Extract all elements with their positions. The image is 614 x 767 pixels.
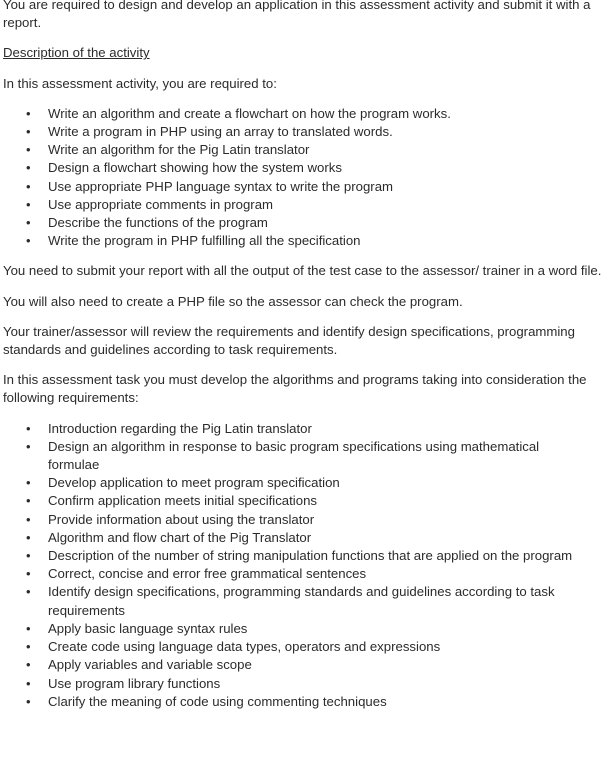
bullet-icon: • bbox=[26, 566, 31, 582]
requirements-list bbox=[3, 420, 603, 711]
list-item: • Describe the functions of the program bbox=[3, 214, 583, 232]
bullet-icon: • bbox=[26, 142, 31, 158]
bullet-icon: • bbox=[26, 215, 31, 231]
list-item: • Create code using language data types, operators and expressions bbox=[3, 638, 583, 656]
intro-paragraph: You are required to design and develop an application in this assessment activity and submit it with a report. bbox=[3, 0, 591, 31]
list-item: • Write an algorithm and create a flowchart on how the program works. bbox=[3, 105, 583, 123]
list-item: • Use program library functions bbox=[3, 675, 583, 693]
bullet-icon: • bbox=[26, 693, 31, 709]
list-item: • Use appropriate comments in program bbox=[3, 196, 583, 214]
requirements-lead: In this assessment task you must develop the algorithms and programs taking into consideration the following requirements: bbox=[3, 372, 587, 406]
list-item: • Design a flowchart showing how the system works bbox=[3, 159, 583, 177]
list-item: • Introduction regarding the Pig Latin translator bbox=[3, 420, 583, 438]
review-paragraph: Your trainer/assessor will review the requirements and identify design specifications, programming standards and guidelines according to task requirements. bbox=[3, 323, 575, 358]
list-item: • Design an algorithm in response to basic program specifications using mathematical formulae bbox=[26, 438, 540, 473]
bullet-icon: • bbox=[26, 639, 31, 655]
list-item: • Write an algorithm for the Pig Latin translator bbox=[3, 141, 583, 159]
section-heading: Description of the activity bbox=[3, 45, 150, 61]
list-item: • Confirm application meets initial specifications bbox=[3, 492, 583, 510]
bullet-icon: • bbox=[26, 160, 31, 176]
bullet-icon: • bbox=[26, 124, 31, 140]
php-file-paragraph: You will also need to create a PHP file so the assessor can check the program. bbox=[3, 293, 463, 309]
activity-lead: In this assessment activity, you are required to: bbox=[3, 75, 277, 91]
bullet-icon: • bbox=[26, 493, 31, 509]
list-item: • Clarify the meaning of code using commenting techniques bbox=[3, 693, 583, 711]
list-item: • Provide information about using the translator bbox=[3, 511, 583, 529]
list-item: • Apply variables and variable scope bbox=[3, 656, 583, 674]
bullet-icon: • bbox=[26, 548, 31, 564]
list-item: • Write a program in PHP using an array to translated words. bbox=[3, 123, 583, 141]
list-item: • Correct, concise and error free grammatical sentences bbox=[3, 565, 583, 583]
list-item: • Apply basic language syntax rules bbox=[3, 620, 583, 638]
bullet-icon: • bbox=[26, 511, 31, 527]
bullet-icon: • bbox=[26, 620, 31, 636]
bullet-icon: • bbox=[26, 105, 31, 121]
activity-list bbox=[3, 105, 603, 251]
bullet-icon: • bbox=[26, 196, 31, 212]
list-item: • Use appropriate PHP language syntax to write the program bbox=[3, 178, 583, 196]
bullet-icon: • bbox=[26, 529, 31, 545]
list-item: • Description of the number of string manipulation functions that are applied on the program bbox=[3, 547, 583, 565]
bullet-icon: • bbox=[26, 420, 31, 436]
list-item: • Develop application to meet program specification bbox=[3, 474, 583, 492]
list-item: • Algorithm and flow chart of the Pig Translator bbox=[3, 529, 583, 547]
bullet-icon: • bbox=[26, 233, 31, 249]
bullet-icon: • bbox=[26, 178, 31, 194]
bullet-icon: • bbox=[26, 438, 31, 454]
list-item: • Write the program in PHP fulfilling all the specification bbox=[3, 232, 583, 250]
submit-report-paragraph: You need to submit your report with all the output of the test case to the assessor/ trainer in a word file. bbox=[3, 263, 602, 279]
bullet-icon: • bbox=[26, 657, 31, 673]
list-item: • Identify design specifications, programming standards and guidelines according to task requirements bbox=[26, 584, 555, 618]
bullet-icon: • bbox=[26, 584, 31, 600]
bullet-icon: • bbox=[26, 475, 31, 491]
bullet-icon: • bbox=[26, 675, 31, 691]
